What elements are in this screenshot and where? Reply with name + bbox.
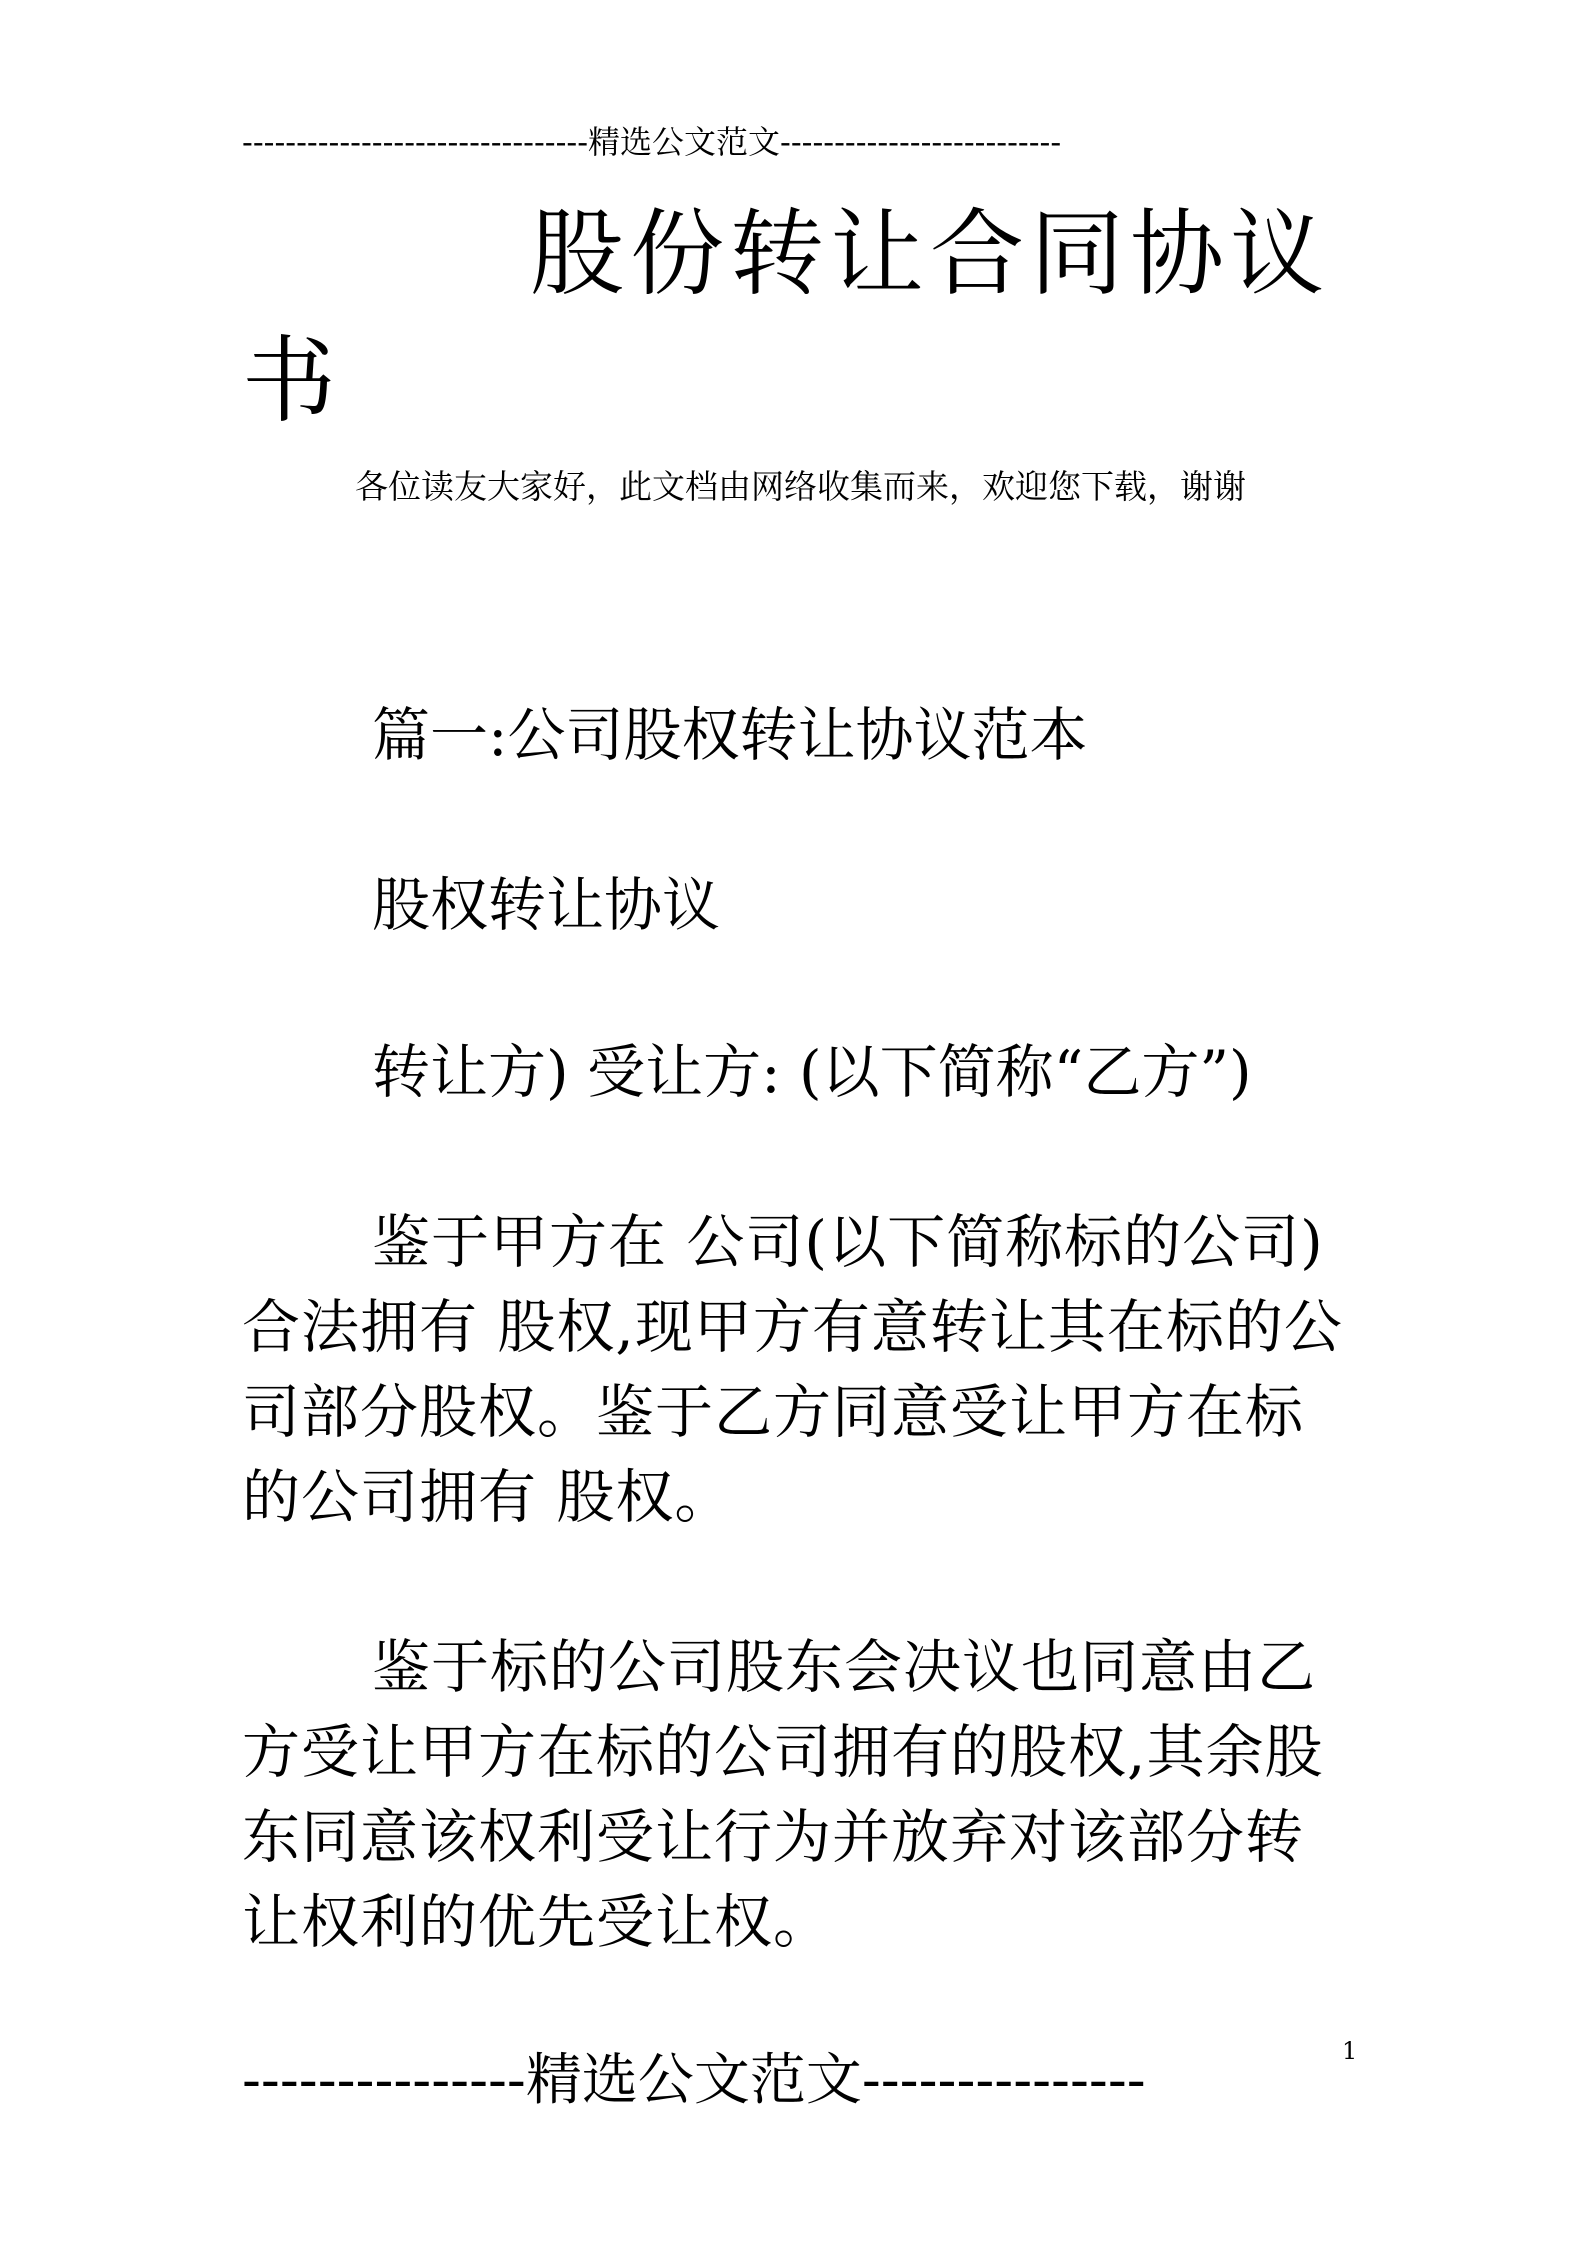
document-title-line-2: 书 — [242, 327, 337, 436]
section-heading: 篇一:公司股权转让协议范本 — [372, 701, 1088, 769]
parties-line: 转让方) 受让方: (以下简称“乙方”) — [372, 1038, 1252, 1106]
page-footer: ---------------精选公文范文--------------- — [242, 2048, 1146, 2113]
page-number: 1 — [1342, 2037, 1358, 2065]
page-header: --------------------------------精选公文范文-------------------------- — [242, 123, 1062, 161]
body-paragraph-2: 鉴于标的公司股东会决议也同意由乙方受让甲方在标的公司拥有的股权,其余股东同意该权利受让行为并放弃对该部分转让权利的优先受让权。 — [242, 1633, 1324, 1956]
agreement-heading: 股权转让协议 — [372, 871, 721, 939]
greeting-note: 各位读友大家好，此文档由网络收集而来，欢迎您下载，谢谢 — [355, 467, 1246, 506]
document-title-line-1: 股份转让合同协议 — [530, 200, 1331, 309]
body-paragraph-1: 鉴于甲方在 公司(以下简称标的公司)合法拥有 股权,现甲方有意转让其在标的公司部分股权。鉴于乙方同意受让甲方在标的公司拥有 股权。 — [242, 1208, 1343, 1531]
